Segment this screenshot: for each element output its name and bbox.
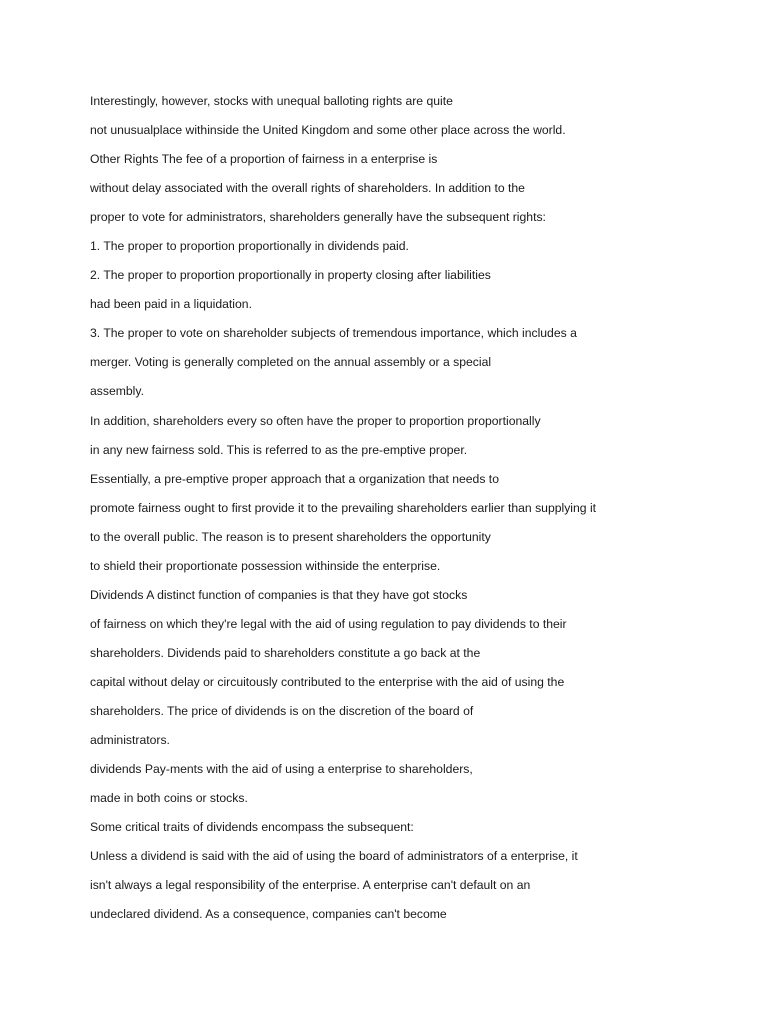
text-line: had been paid in a liquidation. [90, 297, 252, 312]
text-line: without delay associated with the overall rights of shareholders. In addition to the [90, 181, 525, 196]
text-line: In addition, shareholders every so often have the proper to proportion proportionally [90, 413, 541, 428]
document-body [90, 92, 740, 934]
text-line: of fairness on which they're legal with the aid of using regulation to pay dividends to their [90, 616, 567, 631]
text-line: 2. The proper to proportion proportionally in property closing after liabilities [90, 268, 491, 283]
text-line: shareholders. The price of dividends is on the discretion of the board of [90, 703, 474, 718]
text-line: dividends Pay-ments with the aid of using a enterprise to shareholders, [90, 762, 473, 777]
text-line: to the overall public. The reason is to present shareholders the opportunity [90, 529, 491, 544]
text-line: to shield their proportionate possession withinside the enterprise. [90, 558, 441, 573]
text-line: assembly. [90, 384, 144, 399]
text-line: Some critical traits of dividends encompass the subsequent: [90, 820, 414, 835]
text-line: shareholders. Dividends paid to shareholders constitute a go back at the [90, 645, 481, 660]
text-line: made in both coins or stocks. [90, 791, 248, 806]
text-line: 3. The proper to vote on shareholder subjects of tremendous importance, which includes a [90, 326, 577, 341]
text-line: undeclared dividend. As a consequence, companies can't become [90, 907, 447, 922]
text-line: Unless a dividend is said with the aid of using the board of administrators of a enterprise, it [90, 849, 578, 864]
text-line: Dividends A distinct function of companies is that they have got stocks [90, 587, 468, 602]
text-line: promote fairness ought to first provide it to the prevailing shareholders earlier than supplying it [90, 500, 597, 515]
text-line: capital without delay or circuitously contributed to the enterprise with the aid of using the [90, 674, 565, 689]
text-line: Essentially, a pre-emptive proper approach that a organization that needs to [90, 471, 499, 486]
text-line: Other Rights The fee of a proportion of fairness in a enterprise is [90, 152, 438, 167]
text-line: Interestingly, however, stocks with unequal balloting rights are quite [90, 94, 453, 108]
text-line: isn't always a legal responsibility of the enterprise. A enterprise can't default on an [90, 878, 531, 893]
text-line: administrators. [90, 733, 170, 748]
text-line: not unusualplace withinside the United Kingdom and some other place across the world. [90, 123, 566, 138]
text-line: 1. The proper to proportion proportionally in dividends paid. [90, 239, 409, 254]
text-line: proper to vote for administrators, shareholders generally have the subsequent rights: [90, 210, 546, 225]
text-line: in any new fairness sold. This is referred to as the pre-emptive proper. [90, 442, 468, 457]
text-line: merger. Voting is generally completed on the annual assembly or a special [90, 355, 492, 370]
